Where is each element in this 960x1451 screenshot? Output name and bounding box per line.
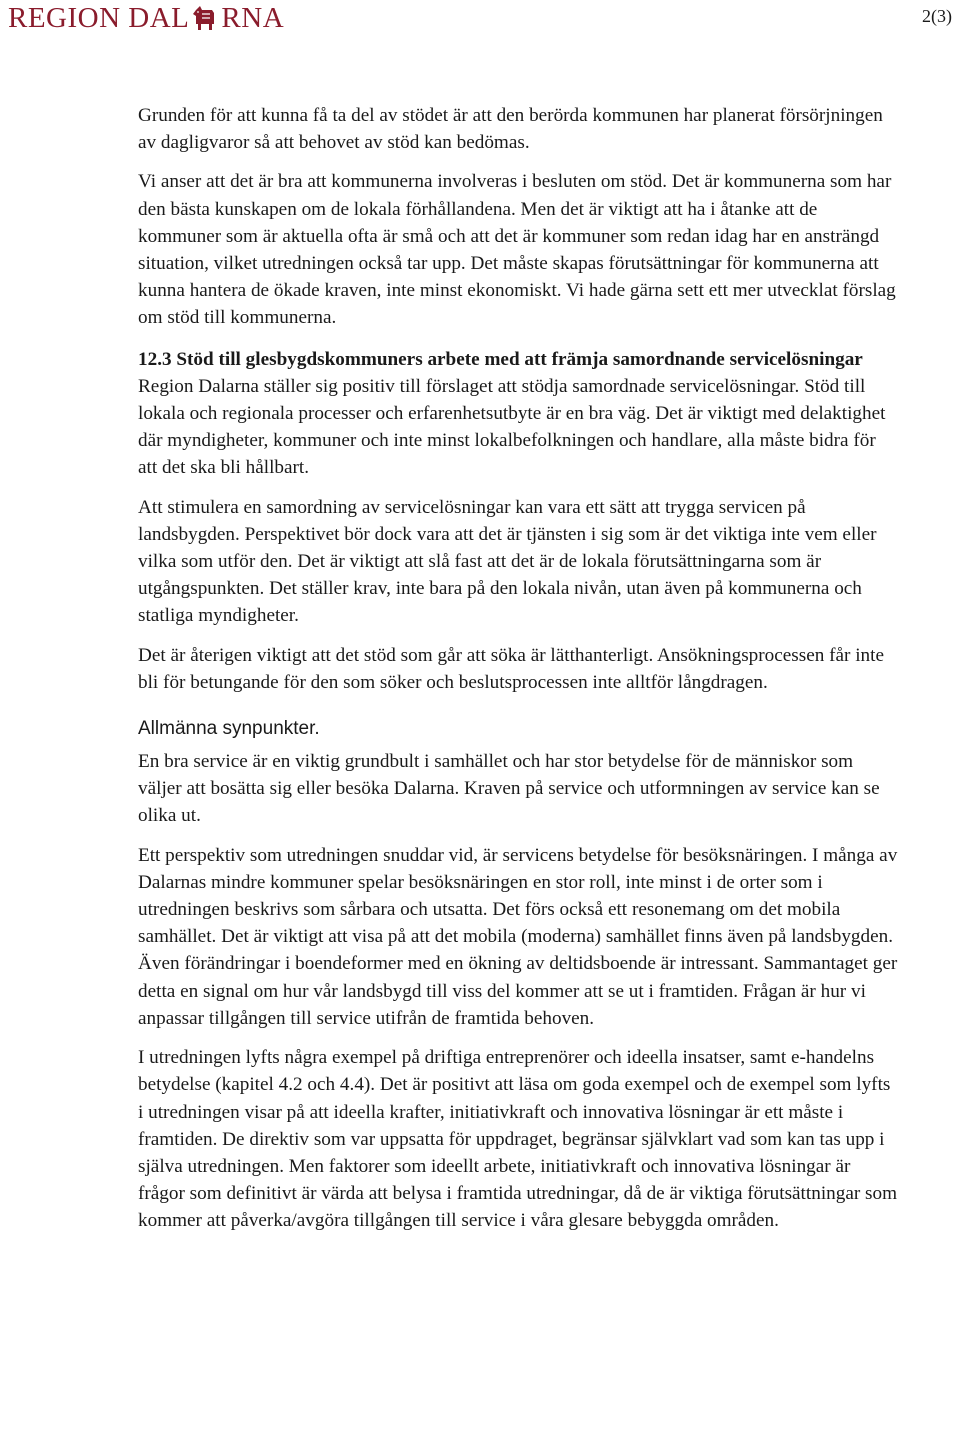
paragraph-4: Att stimulera en samordning av servicelösningar kan vara ett sätt att trygga servicen på landsbygden. Perspektivet bör dock vara att det är tjänsten i sig som är det viktiga inte vem eller vilka som utför den. Det är viktigt att slå fast att det är de lokala förutsättningarna som är utgångspunkten. Det ställer krav, inte bara på den lokala nivån, utan även på kommunerna och statliga myndigheter. — [138, 496, 877, 627]
page-header — [0, 0, 960, 40]
paragraph-6: En bra service är en viktig grundbult i samhället och har stor betydelse för de människor som väljer att bosätta sig eller besöka Dalarna. Kraven på service och utformningen av service kan se olika ut. — [138, 751, 880, 827]
dala-horse-icon — [190, 4, 220, 32]
paragraph-7: Ett perspektiv som utredningen snuddar vid, är servicens betydelse för besöksnäringen. I många av Dalarnas mindre kommuner spelar besöksnäringen en stor roll, inte minst i de orter som i utredningen beskrivs som sårbara och utsatta. Det förs också ett resonemang om det mobila samhället. Det är viktigt att visa på att det mobila (moderna) samhället finns även på landsbygden. Även förändringar i boendeformer med en ökning av deltidsboende är intressant. Sammantaget ger detta en signal om hur vår landsbygd till viss del kommer att se ut i framtiden. Frågan är hur vi anpassar tillgången till service utifrån de framtida behoven. — [138, 844, 898, 1029]
paragraph-5: Det är återigen viktigt att det stöd som går att söka är lätthanterligt. Ansökningsprocessen får inte bli för betungande för den som söker och beslutsprocessen inte alltför långdragen. — [138, 644, 884, 693]
paragraph-8: I utredningen lyfts några exempel på driftiga entreprenörer och ideella insatser, samt e-handelns betydelse (kapitel 4.2 och 4.4). Det är positivt att läsa om goda exempel och de exempel som lyfts i utredningen visar på att ideella krafter, initiativkraft och innovativa lösningar är ett måste i framtiden. De direktiv som var uppsatta för uppdraget, begränsar självklart vad som kan tas upp i själva utredningen. Men faktorer som ideellt arbete, initiativkraft och innovativa lösningar är frågor som definitivt är värda att belysa i framtida utredningar, då de är viktiga förutsättningar som kommer att påverka/avgöra tillgången till service i våra glesare bebyggda områden. — [138, 1047, 898, 1232]
document-body — [138, 102, 898, 1247]
page-number: 2(3) — [922, 6, 952, 26]
paragraph-3: Region Dalarna ställer sig positiv till förslaget att stödja samordnade servicelösningar. Stöd till lokala och regionala processer och erfarenhetsutbyte är en bra väg. Det är viktigt med delaktighet där myndigheter, kommuner och inte minst lokalbefolkningen och handlare, alla måste bidra för att det ska bli hållbart. — [138, 375, 886, 479]
region-dalarna-logo — [8, 2, 284, 34]
paragraph-1: Grunden för att kunna få ta del av stödet är att den berörda kommunen har planerat försörjningen av dagligvaror så att behovet av stöd kan bedömas. — [138, 105, 883, 154]
general-comments-heading: Allmänna synpunkter. — [138, 718, 320, 740]
logo-text-right: RNA — [221, 2, 285, 34]
logo-text-left: REGION DAL — [8, 2, 190, 34]
section-heading-12-3: 12.3 Stöd till glesbygdskommuners arbete med att främja samordnande servicelösningar — [138, 348, 863, 370]
paragraph-2: Vi anser att det är bra att kommunerna involveras i besluten om stöd. Det är kommunerna som har den bästa kunskapen om de lokala förhållandena. Men det är viktigt att ha i åtanke att de kommuner som är aktuella ofta är små och att det är kommuner som redan idag har en ansträngd situation, vilket utredningen också tar upp. Det måste skapas förutsättningar för kommunerna att kunna hantera de ökade kraven, inte minst ekonomiskt. Vi hade gärna sett ett mer utvecklat förslag om stöd till kommunerna. — [138, 171, 896, 329]
